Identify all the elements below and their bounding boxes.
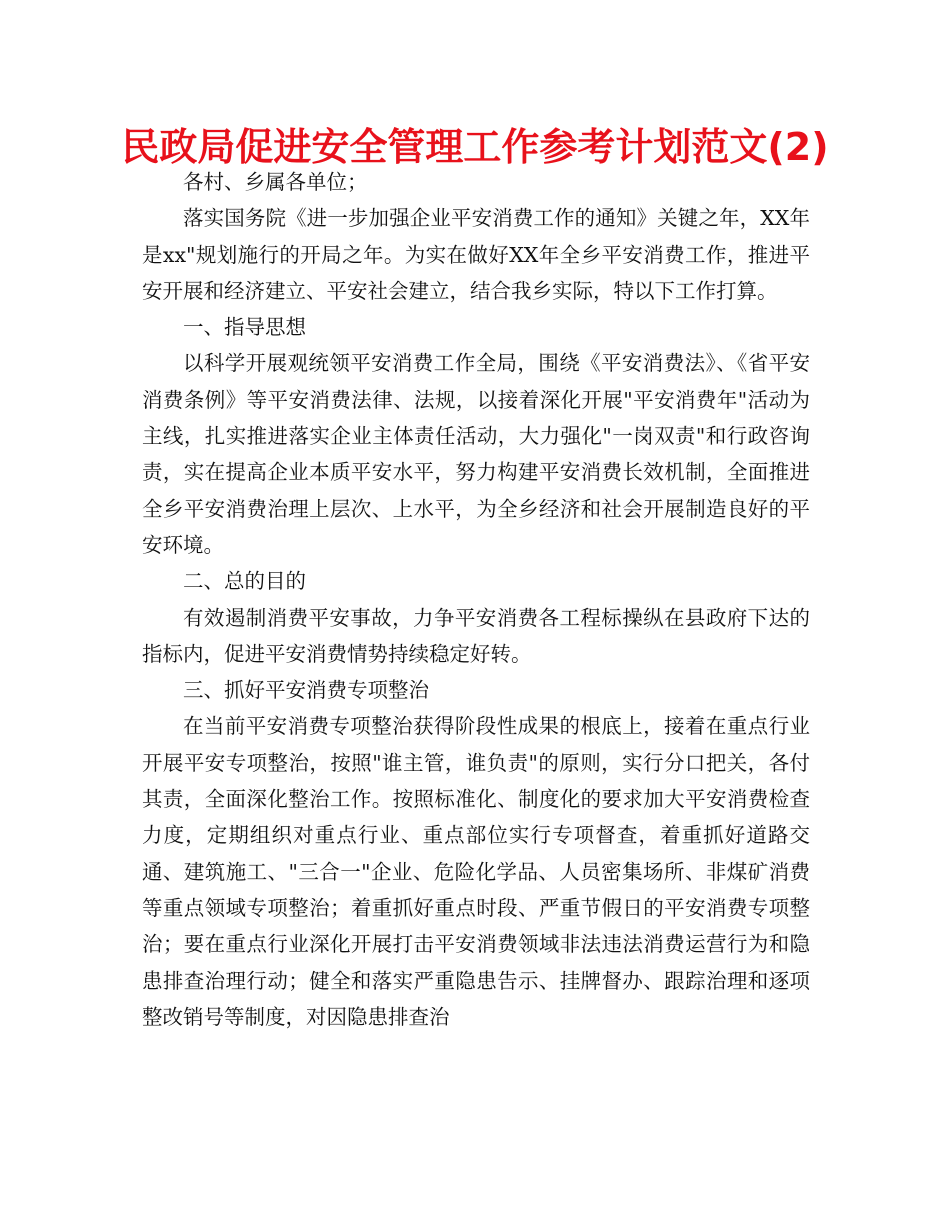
document-title: 民政局促进安全管理工作参考计划范文(2) [121,125,829,169]
section-heading-special-rectification: 三、抓好平安消费专项整治 [183,678,429,703]
paragraph-guiding-thought: 以科学开展观统领平安消费工作全局，围绕《平安消费法》、《省平安消费条例》等平安消费法律、法规，以接着深化开展"平安消费年"活动为主线，扎实推进落实企业主体责任活动，大力强化"一岗双责"和行政咨询责，实在提高企业本质平安水平，努力构建平安消费长效机制，全面推进全乡平安消费治理上层次、上水平，为全乡经济和社会开展制造良好的平安环境。 [142,351,810,557]
section-heading-guiding-thought: 一、指导思想 [183,315,306,340]
section-heading-overall-goal: 二、总的目的 [183,569,306,594]
paragraph-intro: 落实国务院《进一步加强企业平安消费工作的通知》关键之年，XX年是xx"规划施行的开局之年。为实在做好XX年全乡平安消费工作，推进平安开展和经济建立、平安社会建立，结合我乡实际，特以下工作打算。 [142,206,810,303]
paragraph-overall-goal: 有效遏制消费平安事故，力争平安消费各工程标操纵在县政府下达的指标内，促进平安消费情势持续稳定好转。 [142,605,810,666]
document-body [142,164,810,1035]
paragraph-salutation: 各村、乡属各单位； [183,170,368,194]
paragraph-special-rectification: 在当前平安消费专项整治获得阶段性成果的根底上，接着在重点行业开展平安专项整治，按照"谁主管，谁负责"的原则，实行分口把关，各付其责，全面深化整治工作。按照标准化、制度化的要求加大平安消费检查力度，定期组织对重点行业、重点部位实行专项督查，着重抓好道路交通、建筑施工、"三合一"企业、危险化学品、人员密集场所、非煤矿消费等重点领域专项整治；着重抓好重点时段、严重节假日的平安消费专项整治；要在重点行业深化开展打击平安消费领域非法违法消费运营行为和隐患排查治理行动；健全和落实严重隐患告示、挂牌督办、跟踪治理和逐项整改销号等制度，对因隐患排查治 [142,714,810,1029]
